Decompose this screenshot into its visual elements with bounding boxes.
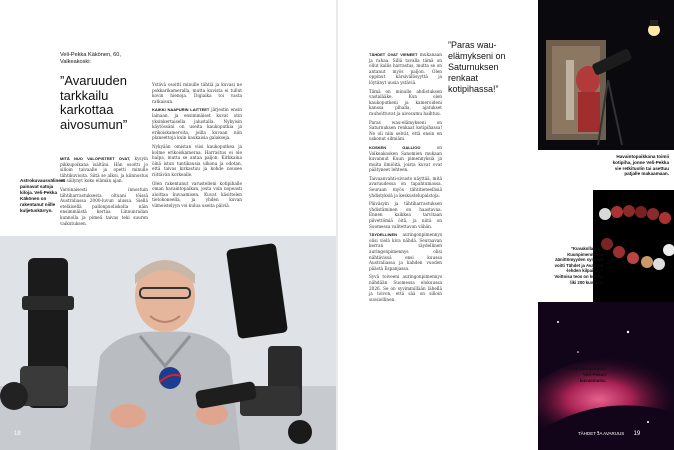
nebula-photo <box>538 302 674 450</box>
eclipse-photo <box>593 190 674 302</box>
right-col1-p6: Päiväsyin ja tähtiharrastuksen yhdistäminen on haastavaa. Ennen kaikkea tarvitaan pilvettömiä öitä, ja niitä on Suomessa valitettavan vähän. <box>369 201 442 229</box>
right-col1-p3: Paras wau-elämykseni on Saturnuksen renkaat kotipihassa! Ne oli niin selvät, että ensin en uskonut silmiäni. <box>369 119 442 142</box>
portrait-photo-art <box>0 236 336 450</box>
left-col2-lead: KAIKKI NAAPURIN LAITTEET <box>152 107 210 113</box>
portrait-photo <box>0 236 336 450</box>
right-col1-lead-1: TÄHDET OVAT VIENEET <box>369 52 418 57</box>
left-column-1 <box>60 156 148 229</box>
eclipse-photo-art <box>593 190 674 302</box>
left-page <box>0 0 336 450</box>
headline: ”Avaruuden tarkkailu karkottaa aivosumun” <box>60 73 128 132</box>
footer-label: TÄHDET JA AVARUUS <box>578 431 625 436</box>
left-col2-p2: järjestin ensin lainaan, ja ensimmäiset kuvat otin yksinkertaisella jalustalla. Nykyisin käytössäni on useita kaukoputkia ja erikoiskameroita, joilla kuvaan niin planeettoja kuin kaukaisia galakseja. <box>152 107 242 141</box>
right-col1-p5: Taivaanvahti-sivusto näyttää, mitä avaruudessa on tapahtumassa. Seuraan myös tähtitieteellisiä yhdistyksiä ja keskustelupalstoja. <box>369 175 442 198</box>
right-page-number: 19 <box>633 431 641 437</box>
right-col1-p8: Syvä toiveeni auringonpimennys nähdään Suomessa elokuussa 2026. Se on syvimmillään lähellä ja toivon, että sää on silloin suosiollinen. <box>369 274 442 302</box>
left-col1-p2: Varsinaisesti innostuin tähtiharrastuksesta oltuani töissä Australiassa 2000-luvun alussa. Siellä eteläisellä pallonpuoliskolla näin ensimmäistä kertaa Linnunradan kunnolla ja pimeä taivas teki suuren vaikutuksen. <box>60 186 148 226</box>
caption-2: ”Kuvakollaasini Kuunpimennys ja äänittömyyden symboli voitti Tähdet ja Avaruus -lehden kilpailun.” Voittoisa teos on koottu liki 200 kuvasta. <box>554 246 603 285</box>
left-col2-p3: Nykyään omistan viisi kaukoputkea ja kolme erikoiskameraa. Harrastus ei ole halpa, mutta se antaa paljon. Kirkkaina öinä istun tuntikausia ulkona ja odotan, että taivas kirkastuu ja kohde nousee riittävän korkealle. <box>152 143 242 177</box>
side-caption: Astrokuvausvälineet painavat satoja kiloja. Veli-Pekka Käkönen on rakentanut niille kuljetuskärryn. <box>20 178 65 213</box>
right-col1-p1: mukanaan ja rahaa. Sillä tavalla tämä on ollut kallis harrastus, mutta se on antanut myös paljon. Olen oppinut kärsivällisyyttä ja löytänyt uusia ystäviä. <box>369 52 442 85</box>
right-col1-p4: on Valkeakosken Sanomien mukaan kuvannut Kuun pimennyksiä ja muita ilmiöitä, joista kuvat ovat päätyneet lehteen. <box>369 144 442 173</box>
left-page-number: 18 <box>14 431 21 437</box>
right-footer <box>578 431 640 437</box>
night-photo-art <box>538 0 674 150</box>
nebula-photo-art <box>538 302 674 450</box>
caption-1: Havaintopaikkana toimii kotipiha, jonne Veli-Pekka vie retkituolin tai asettuu patjalle makaamaan. <box>612 154 669 177</box>
right-col1-lead-2: KOSKEN GALLIOO <box>369 144 421 150</box>
right-col1-p2: Tämä on minulle ahdistuksen vastalääke. Kun olen kaukoputkeni ja kameroideni kanssa pihalla, ajatukset rauhoittuvat ja aivosumu haihtuu. <box>369 88 442 116</box>
right-page <box>338 0 674 450</box>
pull-quote: ”Paras wau-elämykseni on Saturnuksen renkaat kotipihassa!” <box>448 40 506 94</box>
left-col1-p1: kysyin pikkupoikana isältäni. Hän osoitti jo silloin taivaalle ja opetti minulle tähtikuvioita. Siitä se alkoi, ja kiinnostus on säilynyt koko elämän ajan. <box>60 156 148 184</box>
right-col1-lead-3: TÄYDELLINEN <box>369 232 397 238</box>
caption-3: Kaliforniasumua Veli-Pekan kuvaamana. <box>570 366 606 383</box>
byline: Veli-Pekka Käkönen, 60, Valkeakoski: <box>60 52 121 65</box>
right-col1-p7: auringonpimennys olisi vielä kiva nähdä. Seuraavan kerran täydellinen auringonpimennys olisi nähtävissä ensi kuussa Australiassa ja kahden vuoden päästä Espanjassa. <box>369 232 442 271</box>
left-col1-lead: MITÄ NUO VALOPISTEET OVAT, <box>60 156 131 161</box>
left-col2-p1: Ystävä osoitti minulle tähtiä ja kuvasi ne pokkarikameralla, mutta kuvista ei tullut kovin hienoja. Digiaika toi vasta ratkaisun. <box>152 82 242 104</box>
left-col2-p4: Olen rakentanut varustelleni kotipihalle oman havaintopaikan, josta voin nopeasti aloittaa kuvaamisen. Kuvat käsittelen tietokoneella, ja yhden kuvan viimeistelyyn voi kulua useita päiviä. <box>152 180 242 208</box>
left-column-2 <box>152 82 242 211</box>
right-column-1 <box>369 52 442 305</box>
night-photo <box>538 0 674 150</box>
